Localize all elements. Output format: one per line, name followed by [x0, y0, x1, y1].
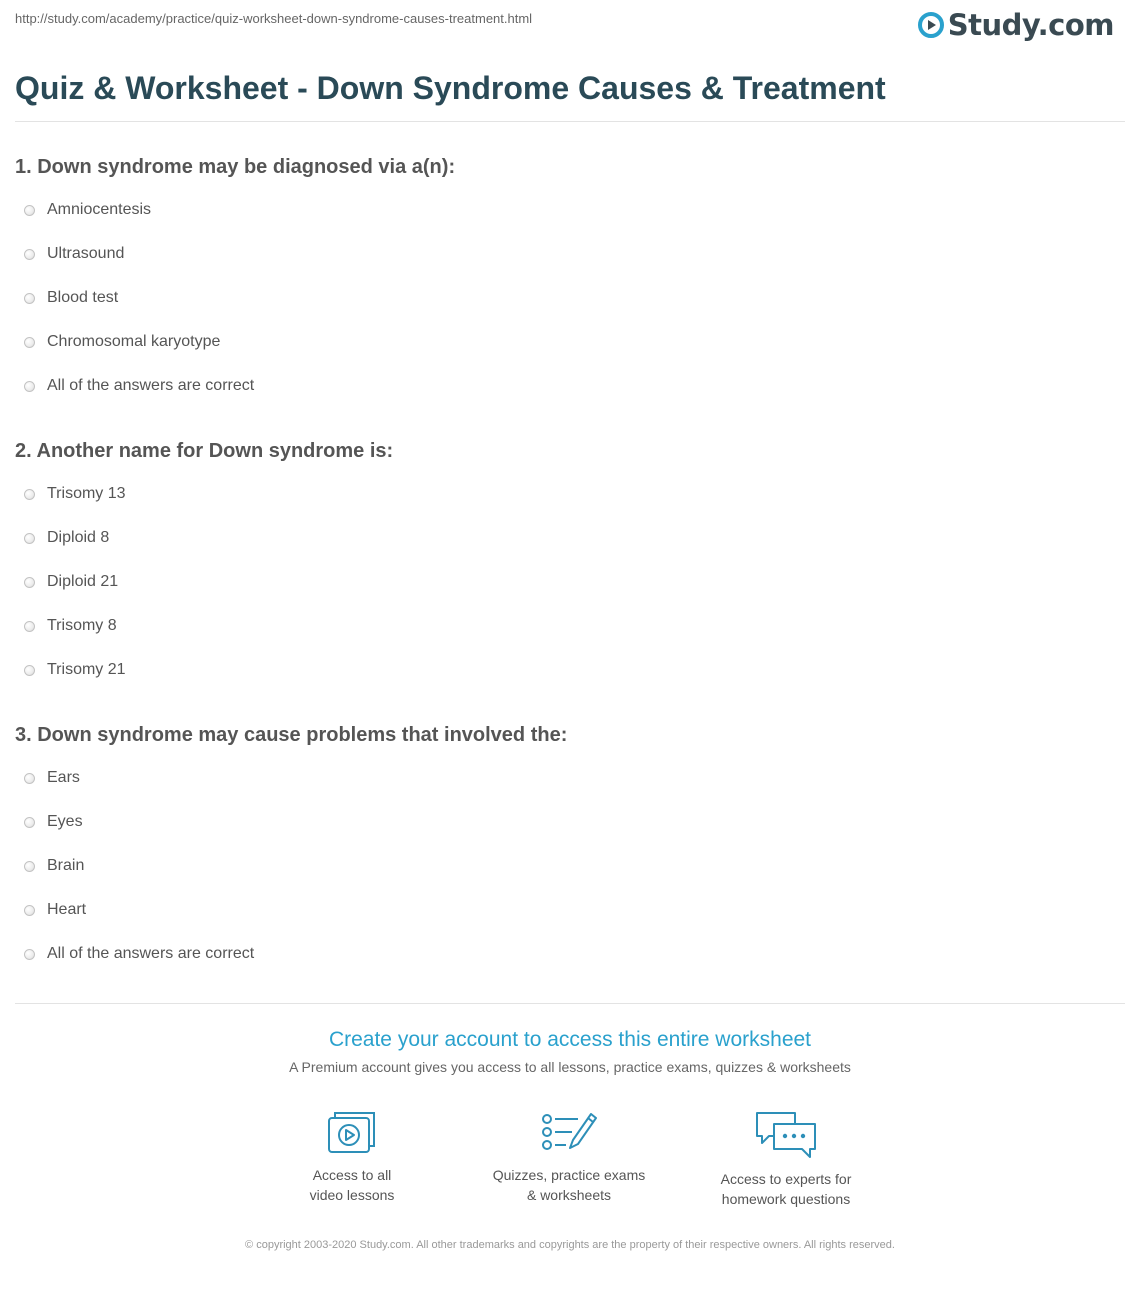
feature-line: Quizzes, practice exams: [492, 1167, 646, 1183]
answer-label: All of the answers are correct: [47, 377, 255, 394]
radio-button[interactable]: [24, 621, 35, 632]
answer-label: Diploid 21: [47, 573, 119, 590]
feature-video-lessons: [257, 1110, 447, 1205]
answer-option[interactable]: [24, 942, 254, 966]
answer-option[interactable]: [24, 570, 118, 594]
page-url: http://study.com/academy/practice/quiz-worksheet-down-syndrome-causes-treatment.html: [15, 11, 533, 26]
answer-label: Chromosomal karyotype: [47, 333, 221, 350]
answer-label: All of the answers are correct: [47, 945, 255, 962]
answer-option[interactable]: [24, 898, 86, 922]
answer-option[interactable]: [24, 810, 83, 834]
answer-label: Trisomy 13: [47, 485, 126, 502]
title-divider: [15, 121, 1125, 122]
question-3: [15, 721, 1115, 962]
feature-line: Access to all: [312, 1167, 392, 1183]
answer-option[interactable]: [24, 330, 220, 354]
copyright-text: © copyright 2003-2020 Study.com. All other trademarks and copyrights are the property of their respective owners. All rights reserved.: [245, 1239, 895, 1251]
feature-experts: [691, 1110, 881, 1209]
question-2: [15, 437, 1115, 678]
answer-option[interactable]: [24, 482, 126, 506]
chat-bubbles-icon: [754, 1110, 818, 1160]
radio-button[interactable]: [24, 337, 35, 348]
answer-label: Diploid 8: [47, 529, 110, 546]
radio-button[interactable]: [24, 489, 35, 500]
feature-line: homework questions: [721, 1191, 851, 1207]
answer-option[interactable]: [24, 526, 109, 550]
feature-text: [691, 1169, 881, 1209]
answer-label: Heart: [47, 901, 87, 918]
section-divider: [15, 1003, 1125, 1004]
question-text: 3. Down syndrome may cause problems that involved the:: [15, 724, 568, 746]
radio-button[interactable]: [24, 773, 35, 784]
answer-option[interactable]: [24, 766, 80, 790]
answer-label: Trisomy 21: [47, 661, 126, 678]
question-text: 2. Another name for Down syndrome is:: [15, 440, 394, 462]
answer-option[interactable]: [24, 286, 118, 310]
radio-button[interactable]: [24, 249, 35, 260]
premium-description: A Premium account gives you access to all lessons, practice exams, quizzes & worksheets: [289, 1059, 851, 1075]
play-circle-icon: [918, 12, 944, 38]
answer-option[interactable]: [24, 374, 254, 398]
signup-cta: [0, 1026, 1140, 1077]
radio-button[interactable]: [24, 905, 35, 916]
copyright-footer: [0, 1237, 1140, 1253]
answer-option[interactable]: [24, 242, 124, 266]
answer-label: Eyes: [47, 813, 83, 830]
radio-button[interactable]: [24, 817, 35, 828]
radio-button[interactable]: [24, 949, 35, 960]
answer-option[interactable]: [24, 854, 84, 878]
video-lessons-icon: [325, 1110, 379, 1156]
radio-button[interactable]: [24, 665, 35, 676]
answer-label: Ears: [47, 769, 80, 786]
answer-option[interactable]: [24, 658, 126, 682]
feature-line: & worksheets: [526, 1187, 612, 1203]
answer-option[interactable]: [24, 614, 117, 638]
question-text: 1. Down syndrome may be diagnosed via a(n):: [15, 156, 456, 178]
page-title: Quiz & Worksheet - Down Syndrome Causes & Treatment: [15, 70, 886, 106]
feature-text: [474, 1165, 664, 1205]
answer-label: Amniocentesis: [47, 201, 152, 218]
logo-text: Study.com: [947, 8, 1114, 42]
quiz-checklist-icon: [540, 1110, 598, 1156]
radio-button[interactable]: [24, 205, 35, 216]
feature-line: Access to experts for: [720, 1171, 852, 1187]
answer-option[interactable]: [24, 198, 151, 222]
create-account-link[interactable]: Create your account to access this entire worksheet: [328, 1028, 812, 1051]
radio-button[interactable]: [24, 861, 35, 872]
answer-label: Brain: [47, 857, 85, 874]
answer-label: Ultrasound: [47, 245, 125, 262]
answer-label: Trisomy 8: [47, 617, 117, 634]
feature-text: [257, 1165, 447, 1205]
answer-label: Blood test: [47, 289, 119, 306]
study-logo[interactable]: [918, 7, 1114, 43]
feature-quizzes: [474, 1110, 664, 1205]
radio-button[interactable]: [24, 533, 35, 544]
radio-button[interactable]: [24, 381, 35, 392]
radio-button[interactable]: [24, 577, 35, 588]
question-1: [15, 153, 1115, 394]
feature-line: video lessons: [309, 1187, 395, 1203]
radio-button[interactable]: [24, 293, 35, 304]
